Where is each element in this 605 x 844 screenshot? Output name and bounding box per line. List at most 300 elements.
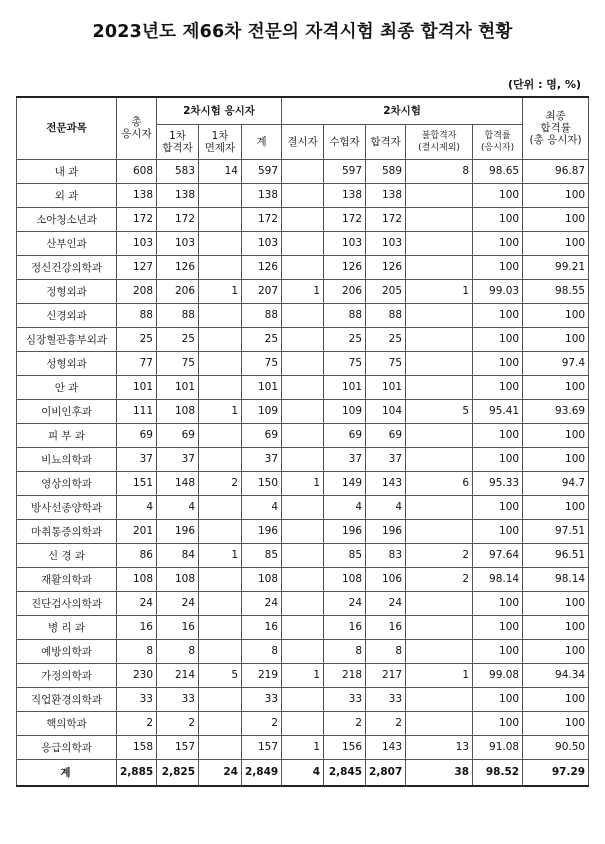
header-specialty: 전문과목 [17,97,117,159]
exam1-exempt-cell [199,255,242,279]
examinees-cell: 2,845 [324,759,366,786]
table-row [17,591,589,615]
total-applicants-cell: 4 [117,495,157,519]
failures-cell [406,447,473,471]
exam1-exempt-cell: 1 [199,279,242,303]
total-applicants-cell: 127 [117,255,157,279]
absentees-cell [282,711,324,735]
exam1-exempt-cell: 5 [199,663,242,687]
examinees-cell: 156 [324,735,366,759]
final-rate-cell: 97.29 [523,759,589,786]
subtotal-cell: 219 [242,663,282,687]
final-rate-cell: 100 [523,327,589,351]
specialty-cell: 계 [17,759,117,786]
specialty-cell: 외 과 [17,183,117,207]
table-row [17,567,589,591]
exam1-passers-cell: 75 [157,351,199,375]
failures-cell: 1 [406,663,473,687]
table-row [17,207,589,231]
absentees-cell [282,255,324,279]
exam1-exempt-cell [199,351,242,375]
absentees-cell [282,639,324,663]
specialty-cell: 응급의학과 [17,735,117,759]
table-row [17,303,589,327]
pass-rate-cell: 100 [473,351,523,375]
header-pass-rate: 합격률 (응시자) [473,124,523,159]
subtotal-cell: 2 [242,711,282,735]
failures-cell: 6 [406,471,473,495]
passers-cell: 33 [366,687,406,711]
failures-cell: 2 [406,543,473,567]
subtotal-cell: 4 [242,495,282,519]
final-rate-cell: 100 [523,639,589,663]
total-applicants-cell: 37 [117,447,157,471]
absentees-cell: 1 [282,735,324,759]
failures-cell: 1 [406,279,473,303]
exam1-passers-cell: 8 [157,639,199,663]
examinees-cell: 16 [324,615,366,639]
table-row [17,423,589,447]
passers-cell: 25 [366,327,406,351]
passers-cell: 37 [366,447,406,471]
total-applicants-cell: 88 [117,303,157,327]
total-applicants-cell: 86 [117,543,157,567]
table-row [17,279,589,303]
examinees-cell: 37 [324,447,366,471]
subtotal-cell: 597 [242,159,282,183]
total-applicants-cell: 151 [117,471,157,495]
header-final-rate: 최종 합격률 (총 응시자) [523,97,589,159]
specialty-cell: 안 과 [17,375,117,399]
subtotal-cell: 69 [242,423,282,447]
final-rate-cell: 93.69 [523,399,589,423]
exam1-passers-cell: 88 [157,303,199,327]
subtotal-cell: 103 [242,231,282,255]
specialty-cell: 정신건강의학과 [17,255,117,279]
subtotal-cell: 126 [242,255,282,279]
total-row [17,759,589,786]
specialty-cell: 예방의학과 [17,639,117,663]
exam1-passers-cell: 138 [157,183,199,207]
passers-cell: 16 [366,615,406,639]
subtotal-cell: 88 [242,303,282,327]
absentees-cell [282,615,324,639]
failures-cell [406,615,473,639]
subtotal-cell: 196 [242,519,282,543]
subtotal-cell: 33 [242,687,282,711]
exam1-passers-cell: 103 [157,231,199,255]
absentees-cell [282,519,324,543]
exam1-passers-cell: 196 [157,519,199,543]
pass-rate-cell: 98.52 [473,759,523,786]
specialty-cell: 이비인후과 [17,399,117,423]
absentees-cell [282,687,324,711]
examinees-cell: 101 [324,375,366,399]
failures-cell [406,303,473,327]
subtotal-cell: 109 [242,399,282,423]
final-rate-cell: 100 [523,615,589,639]
examinees-cell: 109 [324,399,366,423]
unit-label: (단위 : 명, %) [507,78,581,91]
total-applicants-cell: 25 [117,327,157,351]
absentees-cell [282,495,324,519]
pass-rate-cell: 95.33 [473,471,523,495]
pass-rate-cell: 100 [473,687,523,711]
subtotal-cell: 37 [242,447,282,471]
passers-cell: 2 [366,711,406,735]
total-applicants-cell: 16 [117,615,157,639]
total-applicants-cell: 33 [117,687,157,711]
specialty-cell: 성형외과 [17,351,117,375]
examinees-cell: 206 [324,279,366,303]
header-examinees: 수험자 [324,124,366,159]
table-row [17,519,589,543]
absentees-cell: 1 [282,663,324,687]
examinees-cell: 196 [324,519,366,543]
examinees-cell: 218 [324,663,366,687]
exam1-exempt-cell [199,423,242,447]
failures-cell [406,231,473,255]
pass-rate-cell: 95.41 [473,399,523,423]
absentees-cell [282,327,324,351]
exam1-exempt-cell [199,519,242,543]
page-title: 2023년도 제66차 전문의 자격시험 최종 합격자 현황 [92,22,513,42]
failures-cell: 5 [406,399,473,423]
absentees-cell [282,351,324,375]
examinees-cell: 88 [324,303,366,327]
absentees-cell: 1 [282,279,324,303]
final-rate-cell: 97.4 [523,351,589,375]
total-applicants-cell: 172 [117,207,157,231]
specialty-cell: 가정의학과 [17,663,117,687]
exam1-passers-cell: 84 [157,543,199,567]
final-rate-cell: 96.87 [523,159,589,183]
table-row [17,399,589,423]
subtotal-cell: 138 [242,183,282,207]
exam1-exempt-cell: 24 [199,759,242,786]
header-subtotal: 계 [242,124,282,159]
specialty-cell: 병 리 과 [17,615,117,639]
pass-rate-cell: 100 [473,207,523,231]
passers-cell: 172 [366,207,406,231]
examinees-cell: 126 [324,255,366,279]
examinees-cell: 85 [324,543,366,567]
specialty-cell: 심장혈관흉부외과 [17,327,117,351]
passers-cell: 75 [366,351,406,375]
specialty-cell: 산부인과 [17,231,117,255]
failures-cell: 2 [406,567,473,591]
table-row [17,495,589,519]
total-applicants-cell: 103 [117,231,157,255]
exam1-exempt-cell [199,327,242,351]
final-rate-cell: 94.7 [523,471,589,495]
subtotal-cell: 150 [242,471,282,495]
pass-rate-cell: 98.65 [473,159,523,183]
pass-rate-cell: 100 [473,711,523,735]
total-applicants-cell: 230 [117,663,157,687]
final-rate-cell: 100 [523,303,589,327]
specialty-cell: 재활의학과 [17,567,117,591]
passers-cell: 196 [366,519,406,543]
pass-rate-cell: 100 [473,591,523,615]
specialty-cell: 내 과 [17,159,117,183]
table-row [17,327,589,351]
failures-cell [406,591,473,615]
table-row [17,735,589,759]
failures-cell [406,351,473,375]
header-total-applicants: 총 응시자 [117,97,157,159]
exam1-exempt-cell [199,711,242,735]
subtotal-cell: 207 [242,279,282,303]
exam1-passers-cell: 108 [157,567,199,591]
table-row [17,687,589,711]
exam1-exempt-cell [199,615,242,639]
absentees-cell [282,591,324,615]
examinees-cell: 4 [324,495,366,519]
final-rate-cell: 98.14 [523,567,589,591]
passers-cell: 69 [366,423,406,447]
pass-rate-cell: 99.03 [473,279,523,303]
absentees-cell [282,375,324,399]
specialty-cell: 영상의학과 [17,471,117,495]
header-passers: 합격자 [366,124,406,159]
examinees-cell: 24 [324,591,366,615]
exam1-passers-cell: 148 [157,471,199,495]
exam1-passers-cell: 4 [157,495,199,519]
passers-cell: 126 [366,255,406,279]
pass-rate-cell: 100 [473,615,523,639]
final-rate-cell: 90.50 [523,735,589,759]
total-applicants-cell: 208 [117,279,157,303]
passers-cell: 104 [366,399,406,423]
absentees-cell [282,543,324,567]
passers-cell: 88 [366,303,406,327]
pass-rate-cell: 100 [473,255,523,279]
pass-rate-cell: 100 [473,447,523,471]
final-rate-cell: 100 [523,687,589,711]
final-rate-cell: 100 [523,447,589,471]
examinees-cell: 138 [324,183,366,207]
final-rate-cell: 100 [523,495,589,519]
subtotal-cell: 2,849 [242,759,282,786]
total-applicants-cell: 2,885 [117,759,157,786]
passers-cell: 138 [366,183,406,207]
table-row [17,447,589,471]
exam1-exempt-cell [199,495,242,519]
passers-cell: 143 [366,735,406,759]
exam1-exempt-cell [199,567,242,591]
absentees-cell [282,231,324,255]
exam1-passers-cell: 101 [157,375,199,399]
exam1-passers-cell: 108 [157,399,199,423]
failures-cell [406,327,473,351]
table-row [17,711,589,735]
subtotal-cell: 157 [242,735,282,759]
exam1-passers-cell: 2 [157,711,199,735]
examinees-cell: 172 [324,207,366,231]
specialty-cell: 정형외과 [17,279,117,303]
subtotal-cell: 85 [242,543,282,567]
exam1-passers-cell: 2,825 [157,759,199,786]
specialty-cell: 직업환경의학과 [17,687,117,711]
passers-cell: 205 [366,279,406,303]
header-exam1-passers: 1차 합격자 [157,124,199,159]
total-applicants-cell: 101 [117,375,157,399]
absentees-cell: 4 [282,759,324,786]
specialty-cell: 방사선종양학과 [17,495,117,519]
final-rate-cell: 100 [523,375,589,399]
total-applicants-cell: 8 [117,639,157,663]
failures-cell [406,423,473,447]
specialty-cell: 비뇨의학과 [17,447,117,471]
exam1-passers-cell: 172 [157,207,199,231]
header-failures: 불합격자 (결시제외) [406,124,473,159]
failures-cell [406,639,473,663]
specialty-cell: 소아청소년과 [17,207,117,231]
examinees-cell: 149 [324,471,366,495]
exam1-exempt-cell [199,639,242,663]
final-rate-cell: 98.55 [523,279,589,303]
final-rate-cell: 99.21 [523,255,589,279]
table-row [17,231,589,255]
subtotal-cell: 75 [242,351,282,375]
table-row [17,159,589,183]
subtotal-cell: 172 [242,207,282,231]
passers-cell: 2,807 [366,759,406,786]
exam1-exempt-cell [199,687,242,711]
table-row [17,183,589,207]
pass-rate-cell: 100 [473,519,523,543]
table-row [17,639,589,663]
examinees-cell: 33 [324,687,366,711]
exam1-passers-cell: 69 [157,423,199,447]
total-applicants-cell: 108 [117,567,157,591]
exam1-passers-cell: 126 [157,255,199,279]
exam1-exempt-cell [199,207,242,231]
final-rate-cell: 100 [523,711,589,735]
pass-rate-cell: 100 [473,303,523,327]
failures-cell [406,207,473,231]
failures-cell [406,255,473,279]
exam1-exempt-cell [199,447,242,471]
absentees-cell [282,399,324,423]
exam1-passers-cell: 16 [157,615,199,639]
failures-cell [406,687,473,711]
examinees-cell: 108 [324,567,366,591]
subtotal-cell: 25 [242,327,282,351]
table-row [17,663,589,687]
pass-rate-cell: 98.14 [473,567,523,591]
exam1-exempt-cell: 1 [199,399,242,423]
final-rate-cell: 97.51 [523,519,589,543]
subtotal-cell: 8 [242,639,282,663]
failures-cell [406,711,473,735]
table-row [17,615,589,639]
specialty-cell: 신경외과 [17,303,117,327]
pass-rate-cell: 100 [473,327,523,351]
failures-cell [406,375,473,399]
failures-cell: 8 [406,159,473,183]
absentees-cell [282,447,324,471]
passers-cell: 103 [366,231,406,255]
exam1-exempt-cell [199,183,242,207]
pass-rate-cell: 100 [473,639,523,663]
exam1-passers-cell: 583 [157,159,199,183]
passers-cell: 101 [366,375,406,399]
specialty-cell: 신 경 과 [17,543,117,567]
subtotal-cell: 108 [242,567,282,591]
absentees-cell [282,303,324,327]
final-rate-cell: 100 [523,591,589,615]
absentees-cell [282,183,324,207]
table-row [17,471,589,495]
passers-cell: 217 [366,663,406,687]
passers-cell: 589 [366,159,406,183]
exam1-exempt-cell: 14 [199,159,242,183]
total-applicants-cell: 608 [117,159,157,183]
pass-rate-cell: 100 [473,231,523,255]
total-applicants-cell: 111 [117,399,157,423]
exam1-exempt-cell [199,375,242,399]
total-applicants-cell: 201 [117,519,157,543]
final-rate-cell: 100 [523,423,589,447]
exam1-exempt-cell [199,735,242,759]
absentees-cell [282,567,324,591]
exam1-exempt-cell: 2 [199,471,242,495]
exam1-passers-cell: 24 [157,591,199,615]
final-rate-cell: 100 [523,183,589,207]
pass-rate-cell: 91.08 [473,735,523,759]
pass-rate-cell: 100 [473,495,523,519]
specialty-cell: 피 부 과 [17,423,117,447]
header-exam2: 2차시험 [282,97,523,124]
table-row [17,375,589,399]
failures-cell: 13 [406,735,473,759]
table-row [17,351,589,375]
examinees-cell: 2 [324,711,366,735]
exam1-exempt-cell [199,591,242,615]
final-rate-cell: 96.51 [523,543,589,567]
failures-cell [406,519,473,543]
exam1-passers-cell: 214 [157,663,199,687]
passers-cell: 83 [366,543,406,567]
table-row [17,543,589,567]
examinees-cell: 69 [324,423,366,447]
absentees-cell [282,423,324,447]
results-table [16,96,589,787]
total-applicants-cell: 24 [117,591,157,615]
passers-cell: 106 [366,567,406,591]
exam1-exempt-cell: 1 [199,543,242,567]
pass-rate-cell: 99.08 [473,663,523,687]
exam1-passers-cell: 33 [157,687,199,711]
header-absentees: 결시자 [282,124,324,159]
examinees-cell: 75 [324,351,366,375]
total-applicants-cell: 158 [117,735,157,759]
failures-cell [406,495,473,519]
examinees-cell: 103 [324,231,366,255]
total-applicants-cell: 2 [117,711,157,735]
subtotal-cell: 16 [242,615,282,639]
header-exam2-applicants: 2차시험 응시자 [157,97,282,124]
absentees-cell [282,159,324,183]
exam1-passers-cell: 157 [157,735,199,759]
total-applicants-cell: 69 [117,423,157,447]
table-row [17,255,589,279]
table-body [17,159,589,786]
pass-rate-cell: 100 [473,183,523,207]
total-applicants-cell: 77 [117,351,157,375]
